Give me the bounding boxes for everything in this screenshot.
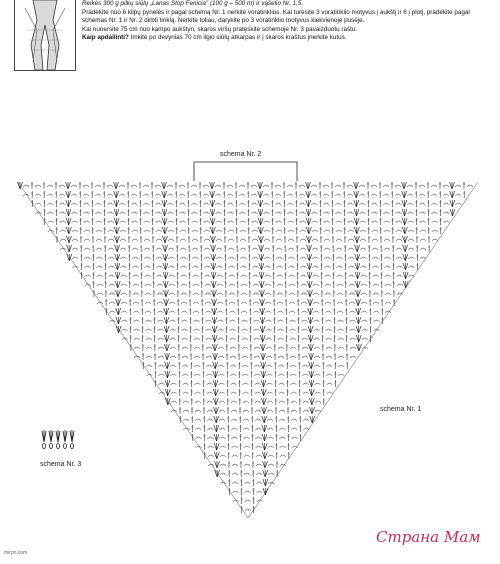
model-silhouette-icon — [15, 0, 75, 70]
source-label: mirpo.com — [4, 550, 28, 556]
model-photo — [14, 0, 76, 71]
finishing-paragraph — [82, 34, 492, 43]
instructions-text — [82, 0, 492, 43]
materials-text: Reikės 300 g pilkų siūlų „Lanas Stop Fenicia" (100 g – 500 m) ir vąšelio Nr. 1,5. — [82, 0, 304, 7]
schema-2-label: schema Nr. 2 — [220, 151, 262, 158]
finishing-text: Imkite po devynias 70 cm ilgio siūlų atkarpas ir į skaros kraštus įnerkite kutus. — [128, 34, 347, 42]
schema-3-motif — [40, 428, 80, 458]
finishing-label: Kaip apdailinti? — [82, 34, 129, 42]
stitch-rows — [18, 182, 479, 518]
step1-text: Pradėkite nuo 6 kilpų pynelės ir pagal schemą Nr. 1 nerkite voratinklius. Kai turėsite 3 voratinklio motyvus į aukštį ir 6 į plotį, pradėkite pagal schemas Nr. 1 ir Nr. 2 dirbti tinklą. Nerkite toliau, darykite po 3 voratinklio motyvus kiekvienoje pusėje. — [82, 8, 470, 25]
schema-3-label: schema Nr. 3 — [40, 461, 82, 468]
schema-2-bracket — [194, 162, 297, 181]
crochet-chart — [0, 140, 500, 540]
step2-text: Kai nunersite 75 cm nuo kampo aukštyn, skaros viršų pratęskite schemoje Nr. 3 pavaizduotu raštu. — [82, 25, 358, 33]
watermark: Страна Мам — [376, 528, 481, 546]
schema-1-label: schema Nr. 1 — [380, 406, 422, 413]
